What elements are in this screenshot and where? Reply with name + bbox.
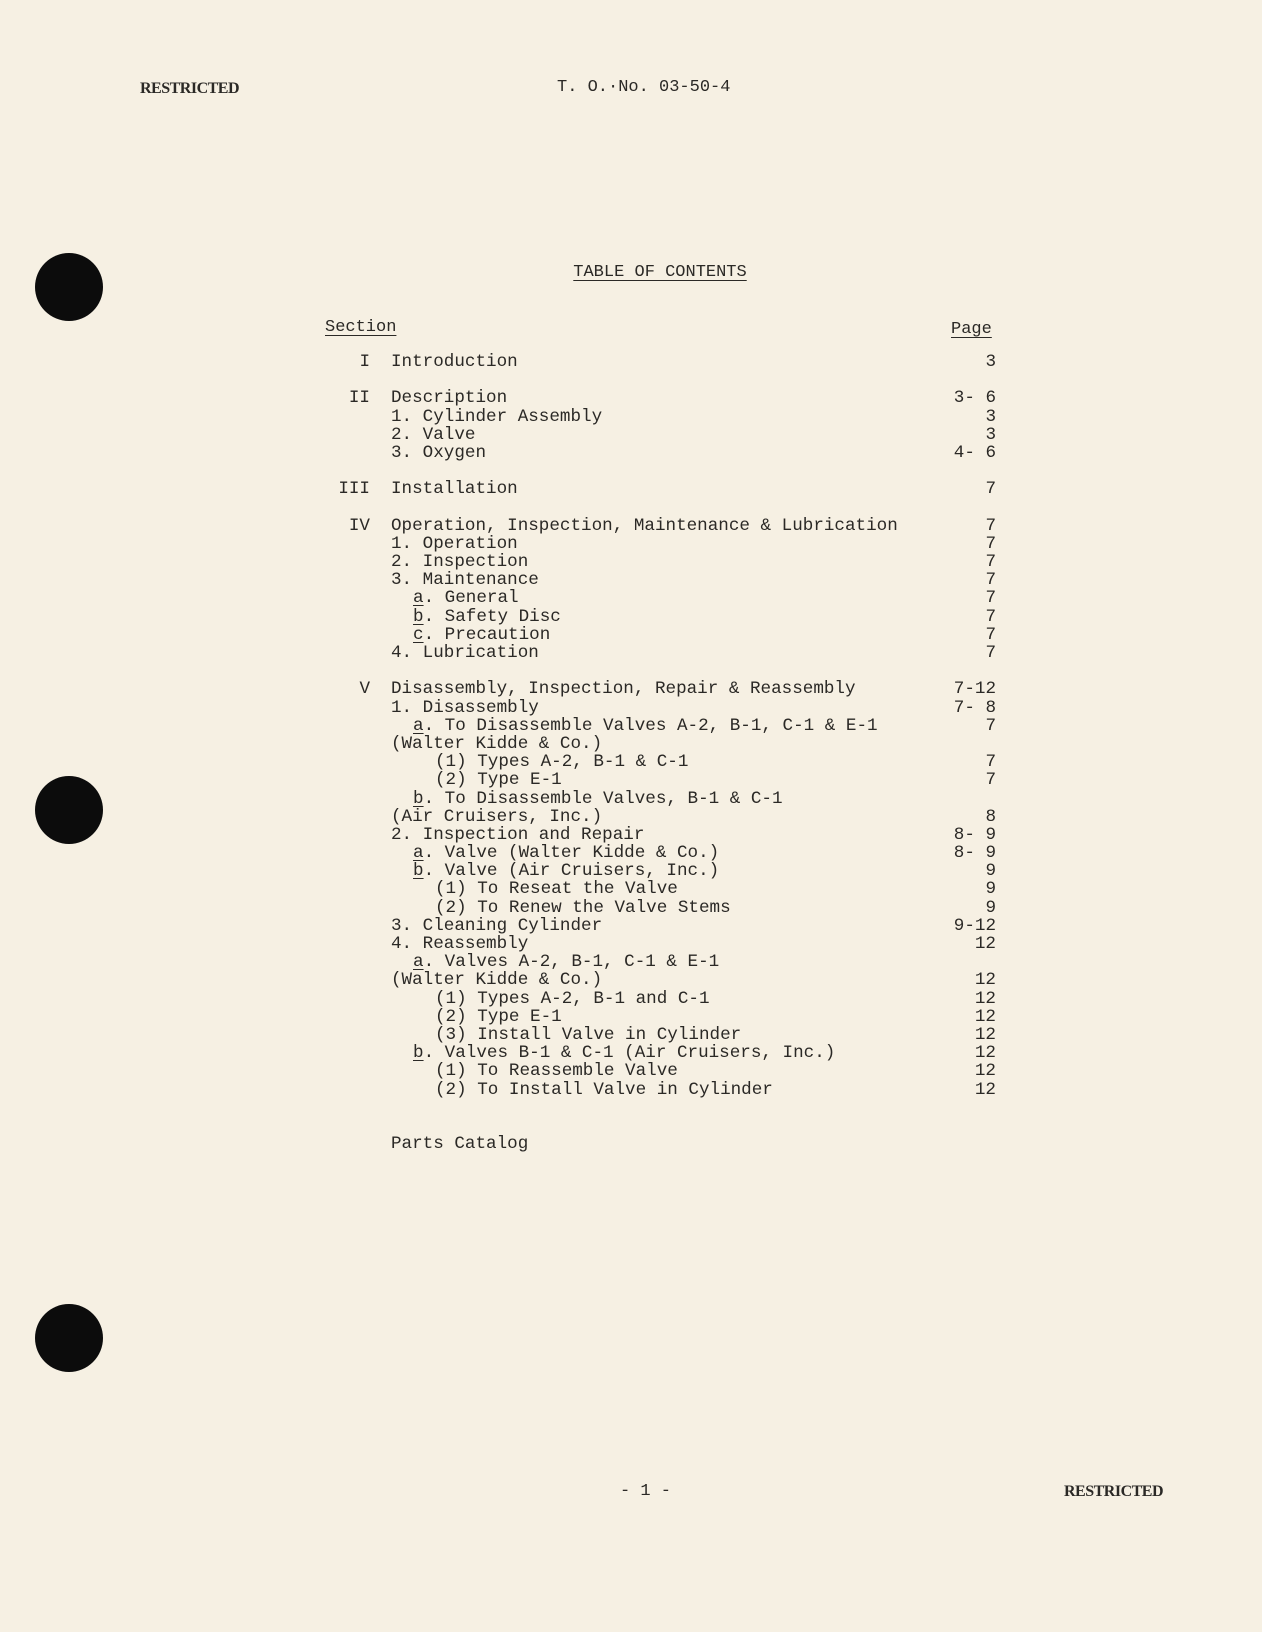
toc-section-row xyxy=(300,680,996,698)
entry-marker: a xyxy=(413,843,424,864)
entry-title xyxy=(435,990,710,1008)
entry-title xyxy=(413,1044,835,1062)
spacer xyxy=(300,462,996,480)
entry-text: Operation, Inspection, Maintenance & Lubrication xyxy=(391,515,898,536)
toc-entry-row xyxy=(300,917,996,935)
toc-entry-row xyxy=(300,589,996,607)
entry-title xyxy=(413,626,550,644)
section-numeral: II xyxy=(348,388,370,409)
entry-page: 4- 6 xyxy=(953,442,996,463)
entry-title xyxy=(435,899,731,917)
section-numeral: V xyxy=(359,679,370,700)
entry-text: Parts Catalog xyxy=(391,1134,529,1155)
entry-title xyxy=(391,426,475,444)
entry-page: 12 xyxy=(974,934,996,954)
entry-page: 8- 9 xyxy=(953,824,996,845)
toc-entry-row xyxy=(300,1062,996,1080)
punch-hole xyxy=(35,776,103,844)
spacer xyxy=(300,1099,996,1135)
entry-page: 9-12 xyxy=(953,915,996,936)
toc-entry-row xyxy=(300,808,996,826)
entry-page: 9 xyxy=(985,897,996,918)
entry-title xyxy=(391,826,644,844)
toc-section-row xyxy=(300,480,996,498)
toc-entry-row xyxy=(300,790,996,808)
entry-marker: a xyxy=(413,715,424,736)
entry-text: (Walter Kidde & Co.) xyxy=(391,733,603,754)
entry-marker: c xyxy=(413,624,424,645)
entry-text: 3. Oxygen xyxy=(391,442,487,463)
entry-title xyxy=(391,353,518,371)
entry-text: 4. Reassembly xyxy=(391,934,529,954)
entry-title xyxy=(413,790,783,808)
entry-text: (Walter Kidde & Co.) xyxy=(391,970,603,991)
entry-page: 7 xyxy=(985,588,996,609)
entry-page: 7 xyxy=(985,479,996,500)
entry-page: 7 xyxy=(985,570,996,591)
entry-page: 7 xyxy=(985,552,996,573)
entry-title xyxy=(391,444,486,462)
toc-entry-row xyxy=(300,608,996,626)
entry-title xyxy=(391,735,602,753)
entry-text: 1. Operation xyxy=(391,533,518,554)
entry-text: . To Disassemble Valves, B-1 & C-1 xyxy=(423,788,783,809)
page-column-header: Page xyxy=(951,320,992,339)
entry-title xyxy=(391,553,528,571)
spacer xyxy=(300,371,996,389)
entry-title xyxy=(391,699,539,717)
entry-title xyxy=(391,571,539,589)
entry-title xyxy=(391,935,528,953)
toc-entry-row xyxy=(300,1044,996,1062)
entry-text: (2) To Renew the Valve Stems xyxy=(435,897,731,918)
entry-title xyxy=(413,717,878,735)
entry-title xyxy=(391,680,856,698)
toc-entry-row xyxy=(300,699,996,717)
footer-classification: RESTRICTED xyxy=(1064,1483,1164,1500)
entry-title xyxy=(391,644,539,662)
toc-entry-row xyxy=(300,971,996,989)
entry-marker: b xyxy=(413,1043,424,1064)
toc-entry-row xyxy=(300,771,996,789)
entry-page: 9 xyxy=(985,879,996,900)
toc-section-row xyxy=(300,353,996,371)
entry-page: 7 xyxy=(985,752,996,773)
entry-text: (2) Type E-1 xyxy=(435,1006,562,1027)
toc-entry-row xyxy=(300,444,996,462)
punch-hole xyxy=(35,1304,103,1372)
entry-title xyxy=(413,844,719,862)
entry-text: (1) Types A-2, B-1 & C-1 xyxy=(435,752,689,773)
entry-page: 12 xyxy=(974,1079,996,1100)
entry-title xyxy=(435,880,678,898)
entry-page: 7 xyxy=(985,643,996,663)
toc-section-row xyxy=(300,517,996,535)
entry-text: (1) To Reassemble Valve xyxy=(435,1061,678,1082)
entry-page: 12 xyxy=(974,970,996,991)
entry-page: 7 xyxy=(985,624,996,645)
entry-text: Introduction xyxy=(391,352,518,372)
entry-title xyxy=(413,862,719,880)
entry-text: Disassembly, Inspection, Repair & Reassembly xyxy=(391,679,856,700)
entry-text: (1) To Reseat the Valve xyxy=(435,879,678,900)
section-numeral: IV xyxy=(348,515,370,536)
entry-text: 2. Valve xyxy=(391,424,476,445)
entry-marker: b xyxy=(413,606,424,627)
entry-text: 3. Cleaning Cylinder xyxy=(391,915,603,936)
spacer xyxy=(300,662,996,680)
entry-page: 7 xyxy=(985,606,996,627)
entry-text: . Valves A-2, B-1, C-1 & E-1 xyxy=(423,952,720,973)
entry-marker: b xyxy=(413,861,424,882)
entry-title xyxy=(413,953,719,971)
entry-page: 3 xyxy=(985,352,996,372)
entry-title xyxy=(391,1135,528,1153)
entry-text: (Air Cruisers, Inc.) xyxy=(391,806,603,827)
toc-entry-row xyxy=(300,1026,996,1044)
entry-text: 3. Maintenance xyxy=(391,570,539,591)
entry-title xyxy=(435,1081,773,1099)
toc-entry-row xyxy=(300,844,996,862)
entry-title xyxy=(391,808,602,826)
entry-title xyxy=(391,971,602,989)
entry-title xyxy=(435,771,562,789)
entry-text: . Valve (Air Cruisers, Inc.) xyxy=(423,861,720,882)
entry-text: 1. Disassembly xyxy=(391,697,539,718)
entry-title xyxy=(391,517,898,535)
entry-page: 7 xyxy=(985,715,996,736)
entry-title xyxy=(435,1026,741,1044)
entry-title xyxy=(391,535,518,553)
entry-title xyxy=(391,917,602,935)
entry-page: 3 xyxy=(985,424,996,445)
toc-entry-row xyxy=(300,1081,996,1099)
entry-title xyxy=(413,589,519,607)
entry-page: 8 xyxy=(985,806,996,827)
entry-page: 7- 8 xyxy=(953,697,996,718)
section-numeral: I xyxy=(359,352,370,372)
entry-text: 1. Cylinder Assembly xyxy=(391,406,603,427)
section-column-header: Section xyxy=(325,318,397,337)
entry-title xyxy=(391,480,518,498)
toc-entry-row xyxy=(300,426,996,444)
toc-entry-row xyxy=(300,990,996,1008)
toc-entry-row xyxy=(300,717,996,735)
entry-text: . Safety Disc xyxy=(423,606,561,627)
entry-page: 12 xyxy=(974,1006,996,1027)
toc-entry-row xyxy=(300,753,996,771)
entry-marker: b xyxy=(413,788,424,809)
entry-text: 2. Inspection xyxy=(391,552,529,573)
entry-text: Description xyxy=(391,388,508,409)
entry-page: 12 xyxy=(974,988,996,1009)
table-of-contents xyxy=(300,353,996,1153)
entry-page: 7 xyxy=(985,515,996,536)
spacer xyxy=(300,499,996,517)
entry-text: 4. Lubrication xyxy=(391,643,539,663)
toc-entry-row xyxy=(300,626,996,644)
toc-entry-row xyxy=(300,644,996,662)
entry-marker: a xyxy=(413,952,424,973)
toc-entry-row xyxy=(300,862,996,880)
entry-text: 2. Inspection and Repair xyxy=(391,824,645,845)
entry-page: 3- 6 xyxy=(953,388,996,409)
toc-entry-row xyxy=(300,899,996,917)
toc-entry-row xyxy=(300,553,996,571)
entry-text: (2) To Install Valve in Cylinder xyxy=(435,1079,773,1100)
toc-entry-row xyxy=(300,935,996,953)
entry-text: . Valve (Walter Kidde & Co.) xyxy=(423,843,720,864)
entry-text: . Precaution xyxy=(423,624,551,645)
entry-marker: a xyxy=(413,588,424,609)
page-number: - 1 - xyxy=(620,1482,672,1501)
header-classification: RESTRICTED xyxy=(140,80,240,97)
entry-text: (1) Types A-2, B-1 and C-1 xyxy=(435,988,710,1009)
toc-entry-row xyxy=(300,571,996,589)
entry-page: 7-12 xyxy=(953,679,996,700)
entry-title xyxy=(435,753,688,771)
section-numeral: III xyxy=(338,479,370,500)
entry-title xyxy=(435,1008,562,1026)
entry-text: . To Disassemble Valves A-2, B-1, C-1 & E-1 xyxy=(423,715,878,736)
entry-page: 9 xyxy=(985,861,996,882)
entry-title xyxy=(413,608,561,626)
toc-section-row xyxy=(300,389,996,407)
toc-entry-row xyxy=(300,735,996,753)
toc-entry-row xyxy=(300,1008,996,1026)
entry-text: . General xyxy=(423,588,519,609)
entry-page: 7 xyxy=(985,770,996,791)
toc-entry-row xyxy=(300,880,996,898)
toc-entry-row xyxy=(300,408,996,426)
entry-text: (2) Type E-1 xyxy=(435,770,562,791)
entry-page: 8- 9 xyxy=(953,843,996,864)
entry-page: 3 xyxy=(985,406,996,427)
entry-text: Installation xyxy=(391,479,518,500)
entry-page: 12 xyxy=(974,1061,996,1082)
entry-text: (3) Install Valve in Cylinder xyxy=(435,1024,742,1045)
entry-title xyxy=(435,1062,678,1080)
entry-title xyxy=(391,408,602,426)
entry-page: 7 xyxy=(985,533,996,554)
toc-entry-row xyxy=(300,826,996,844)
toc-entry-row xyxy=(300,535,996,553)
toc-entry-row xyxy=(300,953,996,971)
entry-text: . Valves B-1 & C-1 (Air Cruisers, Inc.) xyxy=(423,1043,836,1064)
entry-page: 12 xyxy=(974,1024,996,1045)
toc-section-row xyxy=(300,1135,996,1153)
header-doc-number: T. O.·No. 03-50-4 xyxy=(557,78,731,97)
entry-page: 12 xyxy=(974,1043,996,1064)
entry-title xyxy=(391,389,507,407)
page-title: TABLE OF CONTENTS xyxy=(573,263,747,282)
